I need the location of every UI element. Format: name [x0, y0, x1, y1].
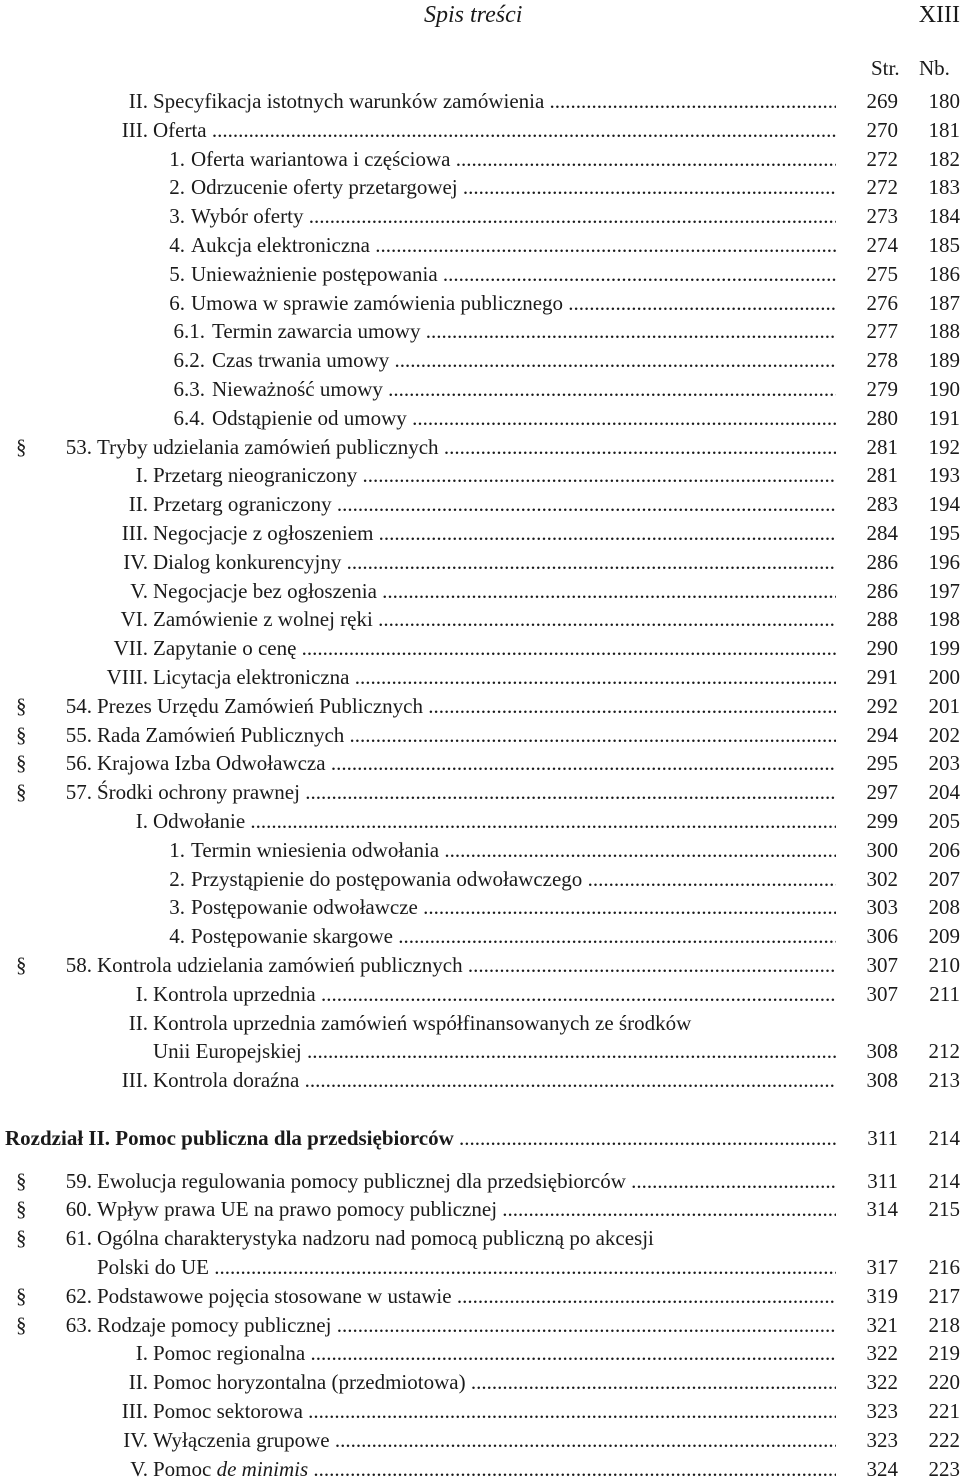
toc-entry-number: 3.	[169, 204, 185, 229]
toc-page-number: 276	[866, 290, 898, 315]
toc-entry-number: 1.	[169, 837, 185, 862]
toc-entry-title	[153, 490, 836, 519]
toc-row	[0, 490, 960, 519]
toc-entry-number: 3.	[169, 895, 185, 920]
toc-margin-number: 182	[928, 146, 960, 171]
toc-entry-text: Kontrola udzielania zamówień publicznych	[97, 952, 463, 977]
toc-margin-number: 189	[928, 348, 960, 373]
toc-entry-text: Postępowanie odwoławcze	[191, 895, 418, 920]
toc-entry-text: Rodzaje pomocy publicznej	[97, 1312, 332, 1337]
toc-page-number: 314	[866, 1197, 898, 1222]
toc-row	[0, 922, 960, 951]
toc-entry-title	[153, 1455, 836, 1483]
toc-entry-title	[97, 1253, 836, 1282]
toc-entry-title	[212, 317, 836, 346]
toc-entry-text: Umowa w sprawie zamówienia publicznego	[191, 290, 564, 315]
paragraph-sign: §	[16, 780, 27, 805]
toc-entry-title	[5, 1124, 836, 1153]
running-header-title: Spis treści	[424, 2, 523, 28]
toc-entry-title	[97, 692, 836, 721]
toc-entry-title	[212, 375, 836, 404]
toc-page-number: 311	[867, 1125, 898, 1150]
toc-entry-text: Podstawowe pojęcia stosowane w ustawie	[97, 1283, 452, 1308]
toc-entry-number: 54.	[65, 693, 92, 718]
toc-page-number: 300	[866, 837, 898, 862]
toc-entry-text: Wyłączenia grupowe	[153, 1427, 330, 1452]
toc-entry-text: Negocjacje bez ogłoszenia	[153, 578, 377, 603]
toc-row	[0, 865, 960, 894]
toc-margin-number: 180	[928, 89, 960, 113]
toc-entry-title	[212, 346, 836, 375]
toc-entry-text: Pomoc sektorowa	[153, 1399, 303, 1424]
toc-entry-number: III.	[121, 1399, 148, 1424]
toc-margin-number: 204	[928, 780, 960, 805]
toc-margin-number: 201	[928, 693, 960, 718]
toc-margin-number: 187	[928, 290, 960, 315]
toc-entry-number: I.	[135, 981, 148, 1006]
toc-page-number: 307	[866, 952, 898, 977]
toc-row	[0, 202, 960, 231]
toc-row	[0, 433, 960, 462]
toc-row	[0, 317, 960, 346]
toc-page-number: 288	[866, 607, 898, 632]
page-number-roman: XIII	[918, 2, 960, 28]
paragraph-sign: §	[16, 722, 27, 747]
toc-row	[0, 173, 960, 202]
table-of-contents	[0, 87, 960, 1483]
toc-entry-text: Ewolucja regulowania pomocy publicznej dla przedsiębiorców	[97, 1168, 626, 1193]
toc-entry-title	[191, 289, 836, 318]
toc-entry-text: Specyfikacja istotnych warunków zamówienia	[153, 89, 545, 113]
toc-entry-number: 6.2.	[173, 348, 205, 373]
toc-row	[0, 461, 960, 490]
paragraph-sign: §	[16, 693, 27, 718]
toc-entry-text: Licytacja elektroniczna	[153, 664, 350, 689]
toc-margin-number: 209	[928, 924, 960, 949]
toc-row	[0, 1368, 960, 1397]
toc-page-number: 284	[866, 520, 898, 545]
toc-entry-number: I.	[135, 1341, 148, 1366]
toc-entry-number: 56.	[65, 751, 92, 776]
toc-entry-text: Pomoc	[153, 1456, 212, 1481]
toc-entry-number: 5.	[169, 261, 185, 286]
toc-margin-number: 194	[928, 492, 960, 517]
toc-row	[0, 548, 960, 577]
toc-row	[0, 836, 960, 865]
toc-page-number: 273	[866, 204, 898, 229]
toc-margin-number: 214	[928, 1168, 960, 1193]
toc-page-number: 291	[866, 664, 898, 689]
toc-entry-title	[97, 951, 836, 980]
toc-row	[0, 951, 960, 980]
toc-margin-number: 188	[928, 319, 960, 344]
toc-page-number: 286	[866, 578, 898, 603]
toc-margin-number: 195	[928, 520, 960, 545]
toc-page-number: 278	[866, 348, 898, 373]
toc-row	[0, 116, 960, 145]
toc-entry-text: Odrzucenie oferty przetargowej	[191, 175, 458, 200]
toc-entry-number: 58.	[65, 952, 92, 977]
paragraph-sign: §	[16, 1197, 27, 1222]
toc-row	[0, 605, 960, 634]
toc-entry-number: II.	[128, 492, 148, 517]
toc-page-number: 295	[866, 751, 898, 776]
toc-row	[0, 289, 960, 318]
toc-entry-title	[153, 548, 836, 577]
toc-margin-number: 198	[928, 607, 960, 632]
toc-margin-number: 221	[928, 1399, 960, 1424]
toc-page-number: 307	[866, 981, 898, 1006]
toc-chapter-row	[0, 1124, 960, 1153]
toc-entry-text: Negocjacje z ogłoszeniem	[153, 520, 374, 545]
toc-margin-number: 184	[928, 204, 960, 229]
toc-entry-number: 62.	[65, 1283, 92, 1308]
toc-row	[0, 1195, 960, 1224]
toc-row	[0, 1066, 960, 1095]
toc-margin-number: 222	[928, 1427, 960, 1452]
toc-page-number: 308	[866, 1039, 898, 1064]
toc-entry-title	[191, 173, 836, 202]
toc-page-number: 311	[867, 1168, 898, 1193]
toc-margin-number: 181	[928, 117, 960, 142]
toc-row	[0, 1253, 960, 1282]
toc-margin-number: 212	[928, 1039, 960, 1064]
toc-margin-number: 223	[928, 1456, 960, 1481]
toc-row	[0, 346, 960, 375]
toc-entry-number: 2.	[169, 866, 185, 891]
toc-entry-title	[153, 807, 836, 836]
toc-page-number: 286	[866, 549, 898, 574]
toc-margin-number: 206	[928, 837, 960, 862]
toc-entry-title	[191, 865, 836, 894]
toc-row	[0, 692, 960, 721]
toc-entry-title	[153, 461, 836, 490]
toc-row	[0, 1009, 960, 1038]
paragraph-sign: §	[16, 1283, 27, 1308]
toc-margin-number: 207	[928, 866, 960, 891]
toc-entry-number: 6.3.	[173, 376, 205, 401]
toc-entry-number: 6.1.	[173, 319, 205, 344]
toc-page-number: 321	[866, 1312, 898, 1337]
toc-margin-number: 193	[928, 463, 960, 488]
toc-page-number: 281	[866, 463, 898, 488]
toc-margin-number: 202	[928, 722, 960, 747]
toc-entry-title	[191, 145, 836, 174]
toc-entry-text: Zapytanie o cenę	[153, 636, 297, 661]
toc-row	[0, 721, 960, 750]
toc-entry-text: Przetarg nieograniczony	[153, 463, 358, 488]
toc-row	[0, 663, 960, 692]
toc-entry-title	[153, 1066, 836, 1095]
toc-page-number: 323	[866, 1427, 898, 1452]
toc-entry-number: III.	[121, 1068, 148, 1093]
toc-page-number: 294	[866, 722, 898, 747]
toc-margin-number: 183	[928, 175, 960, 200]
toc-entry-text: Termin wniesienia odwołania	[191, 837, 440, 862]
toc-entry-title	[153, 577, 836, 606]
toc-entry-text: Polski do UE	[97, 1255, 210, 1280]
toc-entry-text: Unii Europejskiej	[153, 1039, 302, 1064]
toc-entry-number: I.	[135, 463, 148, 488]
toc-entry-number: II.	[128, 89, 148, 113]
toc-entry-text: Tryby udzielania zamówień publicznych	[97, 434, 439, 459]
toc-entry-title	[191, 836, 836, 865]
toc-entry-title	[153, 116, 836, 145]
toc-entry-number: VI.	[120, 607, 148, 632]
toc-row	[0, 1397, 960, 1426]
toc-entry-text: Pomoc regionalna	[153, 1341, 306, 1366]
toc-row	[0, 980, 960, 1009]
toc-entry-number: VII.	[113, 636, 148, 661]
toc-margin-number: 196	[928, 549, 960, 574]
toc-entry-title	[191, 260, 836, 289]
toc-entry-text: Wybór oferty	[191, 204, 304, 229]
toc-row	[0, 807, 960, 836]
toc-entry-number: II.	[128, 1010, 148, 1035]
toc-page-number: 308	[866, 1068, 898, 1093]
toc-margin-number: 214	[928, 1125, 960, 1150]
toc-row	[0, 404, 960, 433]
toc-row	[0, 1311, 960, 1340]
toc-entry-text: Unieważnienie postępowania	[191, 261, 438, 286]
toc-page-number: 303	[866, 895, 898, 920]
toc-spacer	[0, 1095, 960, 1124]
toc-margin-number: 210	[928, 952, 960, 977]
toc-entry-title	[153, 634, 836, 663]
toc-entry-text: Ogólna charakterystyka nadzoru nad pomocą publiczną po akcesji	[97, 1226, 654, 1251]
toc-entry-number: 4.	[169, 232, 185, 257]
toc-entry-text: Postępowanie skargowe	[191, 924, 393, 949]
toc-entry-number: IV.	[123, 549, 148, 574]
paragraph-sign: §	[16, 952, 27, 977]
toc-page-number: 272	[866, 146, 898, 171]
toc-page-number: 324	[866, 1456, 898, 1481]
toc-entry-title	[153, 1368, 836, 1397]
toc-entry-number: III.	[121, 520, 148, 545]
toc-entry-number: 1.	[169, 146, 185, 171]
toc-margin-number: 197	[928, 578, 960, 603]
toc-margin-number: 191	[928, 405, 960, 430]
toc-margin-number: 190	[928, 376, 960, 401]
toc-entry-number: V.	[130, 1456, 148, 1481]
toc-entry-title	[153, 1339, 836, 1368]
toc-row	[0, 1037, 960, 1066]
toc-margin-number: 185	[928, 232, 960, 257]
toc-page-number: 299	[866, 808, 898, 833]
toc-entry-number: II.	[128, 1370, 148, 1395]
toc-margin-number: 203	[928, 751, 960, 776]
toc-row	[0, 519, 960, 548]
toc-margin-number: 220	[928, 1370, 960, 1395]
toc-page-number: 322	[866, 1341, 898, 1366]
toc-entry-text: Przetarg ograniczony	[153, 492, 332, 517]
toc-entry-title	[191, 202, 836, 231]
toc-margin-number: 217	[928, 1283, 960, 1308]
toc-entry-italic-text: de minimis	[216, 1456, 309, 1481]
toc-row	[0, 231, 960, 260]
toc-entry-number: 2.	[169, 175, 185, 200]
toc-entry-title	[97, 778, 836, 807]
toc-entry-text: Pomoc horyzontalna (przedmiotowa)	[153, 1370, 466, 1395]
toc-entry-title	[191, 922, 836, 951]
toc-entry-text: Czas trwania umowy	[212, 348, 390, 373]
toc-page-number: 319	[866, 1283, 898, 1308]
toc-entry-title	[97, 1311, 836, 1340]
toc-entry-number: I.	[135, 808, 148, 833]
toc-entry-title	[212, 404, 836, 433]
toc-entry-title	[153, 980, 836, 1009]
toc-entry-text: Kontrola uprzednia zamówień współfinansowanych ze środków	[153, 1010, 692, 1035]
toc-row	[0, 749, 960, 778]
toc-entry-text: Aukcja elektroniczna	[191, 232, 370, 257]
toc-margin-number: 219	[928, 1341, 960, 1366]
toc-entry-text: Zamówienie z wolnej ręki	[153, 607, 373, 632]
toc-row	[0, 145, 960, 174]
toc-page-number: 297	[866, 780, 898, 805]
toc-page-number: 270	[866, 117, 898, 142]
toc-entry-title	[153, 1397, 836, 1426]
toc-entry-title	[97, 721, 836, 750]
toc-margin-number: 218	[928, 1312, 960, 1337]
toc-page-number: 306	[866, 924, 898, 949]
paragraph-sign: §	[16, 1168, 27, 1193]
toc-entry-number: 4.	[169, 924, 185, 949]
toc-entry-text: Odstąpienie od umowy	[212, 405, 407, 430]
toc-page-number: 283	[866, 492, 898, 517]
toc-entry-text: Środki ochrony prawnej	[97, 780, 300, 805]
toc-entry-text: Kontrola uprzednia	[153, 981, 316, 1006]
toc-entry-number: 6.4.	[173, 405, 205, 430]
toc-margin-number: 186	[928, 261, 960, 286]
toc-page-number: 275	[866, 261, 898, 286]
toc-entry-title	[97, 1167, 836, 1196]
toc-entry-number: 53.	[65, 434, 92, 459]
toc-entry-number: V.	[130, 578, 148, 603]
toc-entry-title	[153, 663, 836, 692]
toc-entry-title	[97, 749, 836, 778]
toc-row	[0, 634, 960, 663]
toc-row	[0, 1224, 960, 1253]
toc-margin-number: 211	[929, 981, 960, 1006]
toc-entry-number: 61.	[65, 1226, 92, 1251]
paragraph-sign: §	[16, 751, 27, 776]
toc-entry-number: 63.	[65, 1312, 92, 1337]
toc-margin-number: 216	[928, 1255, 960, 1280]
toc-entry-number: VIII.	[106, 664, 148, 689]
toc-entry-title	[191, 893, 836, 922]
column-header-page: Str.	[871, 56, 900, 80]
toc-margin-number: 199	[928, 636, 960, 661]
toc-entry-number: 59.	[65, 1168, 92, 1193]
toc-entry-number: 6.	[169, 290, 185, 315]
toc-row	[0, 1282, 960, 1311]
toc-spacer	[0, 1153, 960, 1167]
toc-entry-title	[97, 1224, 960, 1253]
toc-page-number: 323	[866, 1399, 898, 1424]
toc-page-number: 274	[866, 232, 898, 257]
toc-entry-title	[153, 605, 836, 634]
toc-margin-number: 215	[928, 1197, 960, 1222]
toc-entry-number: 57.	[65, 780, 92, 805]
toc-row	[0, 1455, 960, 1483]
toc-entry-title	[97, 433, 836, 462]
toc-page-number: 280	[866, 405, 898, 430]
toc-entry-number: 60.	[65, 1197, 92, 1222]
toc-entry-title	[97, 1282, 836, 1311]
toc-entry-title	[153, 1037, 836, 1066]
toc-row	[0, 1426, 960, 1455]
toc-entry-text: Wpływ prawa UE na prawo pomocy publicznej	[97, 1197, 498, 1222]
toc-row	[0, 1339, 960, 1368]
toc-entry-text: Kontrola doraźna	[153, 1068, 300, 1093]
toc-entry-text: Rozdział II. Pomoc publiczna dla przedsiębiorców	[5, 1125, 454, 1150]
toc-entry-text: Nieważność umowy	[212, 376, 383, 401]
toc-entry-title	[153, 1009, 960, 1038]
toc-margin-number: 208	[928, 895, 960, 920]
toc-entry-title	[191, 231, 836, 260]
toc-entry-title	[97, 1195, 836, 1224]
toc-page-number: 292	[866, 693, 898, 718]
toc-row	[0, 375, 960, 404]
toc-page-number: 277	[866, 319, 898, 344]
toc-row	[0, 577, 960, 606]
toc-entry-text: Oferta wariantowa i częściowa	[191, 146, 451, 171]
toc-page-number: 302	[866, 866, 898, 891]
toc-entry-number: III.	[121, 117, 148, 142]
toc-margin-number: 213	[928, 1068, 960, 1093]
toc-margin-number: 205	[928, 808, 960, 833]
toc-page-number: 269	[866, 89, 898, 113]
toc-margin-number: 200	[928, 664, 960, 689]
toc-entry-number: IV.	[123, 1427, 148, 1452]
paragraph-sign: §	[16, 1226, 27, 1251]
paragraph-sign: §	[16, 1312, 27, 1337]
toc-entry-number: 55.	[65, 722, 92, 747]
toc-row	[0, 260, 960, 289]
toc-page-number: 281	[866, 434, 898, 459]
toc-entry-text: Rada Zamówień Publicznych	[97, 722, 345, 747]
toc-entry-text: Przystąpienie do postępowania odwoławczego	[191, 866, 583, 891]
toc-row	[0, 87, 960, 116]
toc-page-number: 279	[866, 376, 898, 401]
toc-entry-text: Krajowa Izba Odwoławcza	[97, 751, 326, 776]
toc-entry-text: Odwołanie	[153, 808, 246, 833]
paragraph-sign: §	[16, 434, 27, 459]
toc-page-number: 322	[866, 1370, 898, 1395]
toc-entry-title	[153, 87, 836, 116]
toc-page-number: 317	[866, 1255, 898, 1280]
toc-entry-text: Termin zawarcia umowy	[212, 319, 421, 344]
toc-entry-title	[153, 519, 836, 548]
toc-page-number: 272	[866, 175, 898, 200]
toc-margin-number: 192	[928, 434, 960, 459]
toc-row	[0, 893, 960, 922]
toc-row	[0, 1167, 960, 1196]
toc-entry-text: Oferta	[153, 117, 207, 142]
toc-page-number: 290	[866, 636, 898, 661]
column-header-margin-number: Nb.	[919, 56, 950, 80]
toc-row	[0, 778, 960, 807]
toc-entry-text: Dialog konkurencyjny	[153, 549, 342, 574]
toc-entry-text: Prezes Urzędu Zamówień Publicznych	[97, 693, 423, 718]
toc-entry-title	[153, 1426, 836, 1455]
